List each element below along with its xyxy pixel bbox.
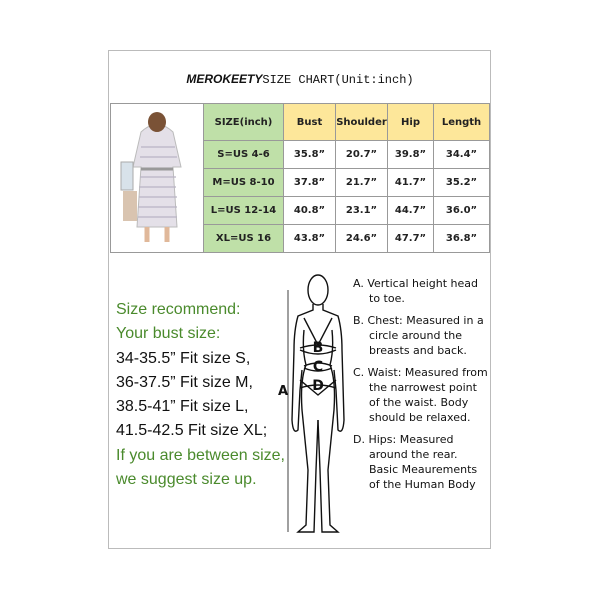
size-table	[110, 103, 490, 253]
bust-cell: 37.8”	[284, 169, 336, 197]
dress-photo	[111, 104, 204, 253]
length-cell: 35.2”	[434, 169, 490, 197]
length-cell: 36.0”	[434, 197, 490, 225]
recommend-line: Your bust size:	[116, 325, 221, 343]
label-b: B	[312, 340, 324, 356]
shoulder-cell: 20.7”	[336, 141, 388, 169]
description-a: A. Vertical height head to toe.	[353, 277, 479, 305]
label-c: C	[312, 359, 324, 375]
table-header-row	[111, 104, 490, 141]
shoulder-cell: 24.6”	[336, 225, 388, 253]
shoulder-cell: 21.7”	[336, 169, 388, 197]
dress-model-image	[111, 107, 203, 247]
measurement-descriptions	[353, 276, 488, 499]
header-bust: Bust	[284, 104, 336, 141]
hip-cell: 47.7”	[388, 225, 434, 253]
description-b: B. Chest: Measured in a circle around the breasts and back.	[353, 314, 484, 357]
bust-cell: 35.8”	[284, 141, 336, 169]
description-c: C. Waist: Measured from the narrowest point of the waist. Body should be relaxed.	[353, 366, 488, 424]
recommend-line: 34-35.5” Fit size S,	[116, 349, 251, 367]
hip-cell: 44.7”	[388, 197, 434, 225]
header-size: SIZE(inch)	[204, 104, 284, 141]
length-cell: 34.4”	[434, 141, 490, 169]
size-cell: M=US 8-10	[204, 169, 284, 197]
header-length: Length	[434, 104, 490, 141]
recommend-line: we suggest size up.	[116, 471, 257, 489]
bust-cell: 43.8”	[284, 225, 336, 253]
size-recommendation	[116, 298, 285, 492]
hip-cell: 39.8”	[388, 141, 434, 169]
recommend-line: 36-37.5” Fit size M,	[116, 373, 253, 391]
recommend-line: If you are between size,	[116, 446, 285, 464]
hip-cell: 41.7”	[388, 169, 434, 197]
bust-cell: 40.8”	[284, 197, 336, 225]
header-shoulder: Shoulder	[336, 104, 388, 141]
length-cell: 36.8”	[434, 225, 490, 253]
shoulder-cell: 23.1”	[336, 197, 388, 225]
body-diagram	[276, 270, 351, 545]
size-cell: S=US 4-6	[204, 141, 284, 169]
header-hip: Hip	[388, 104, 434, 141]
description-d: D. Hips: Measured around the rear. Basic Meaurements of the Human Body	[353, 433, 478, 491]
size-cell: XL=US 16	[204, 225, 284, 253]
chart-title: MEROKEETYSIZE CHART(Unit:inch)	[186, 72, 414, 87]
recommend-heading: Size recommend:	[116, 301, 241, 318]
label-a: A	[277, 384, 289, 399]
label-d: D	[312, 378, 324, 394]
recommend-line: 38.5-41” Fit size L,	[116, 398, 249, 416]
size-cell: L=US 12-14	[204, 197, 284, 225]
recommend-line: 41.5-42.5 Fit size XL;	[116, 422, 268, 440]
